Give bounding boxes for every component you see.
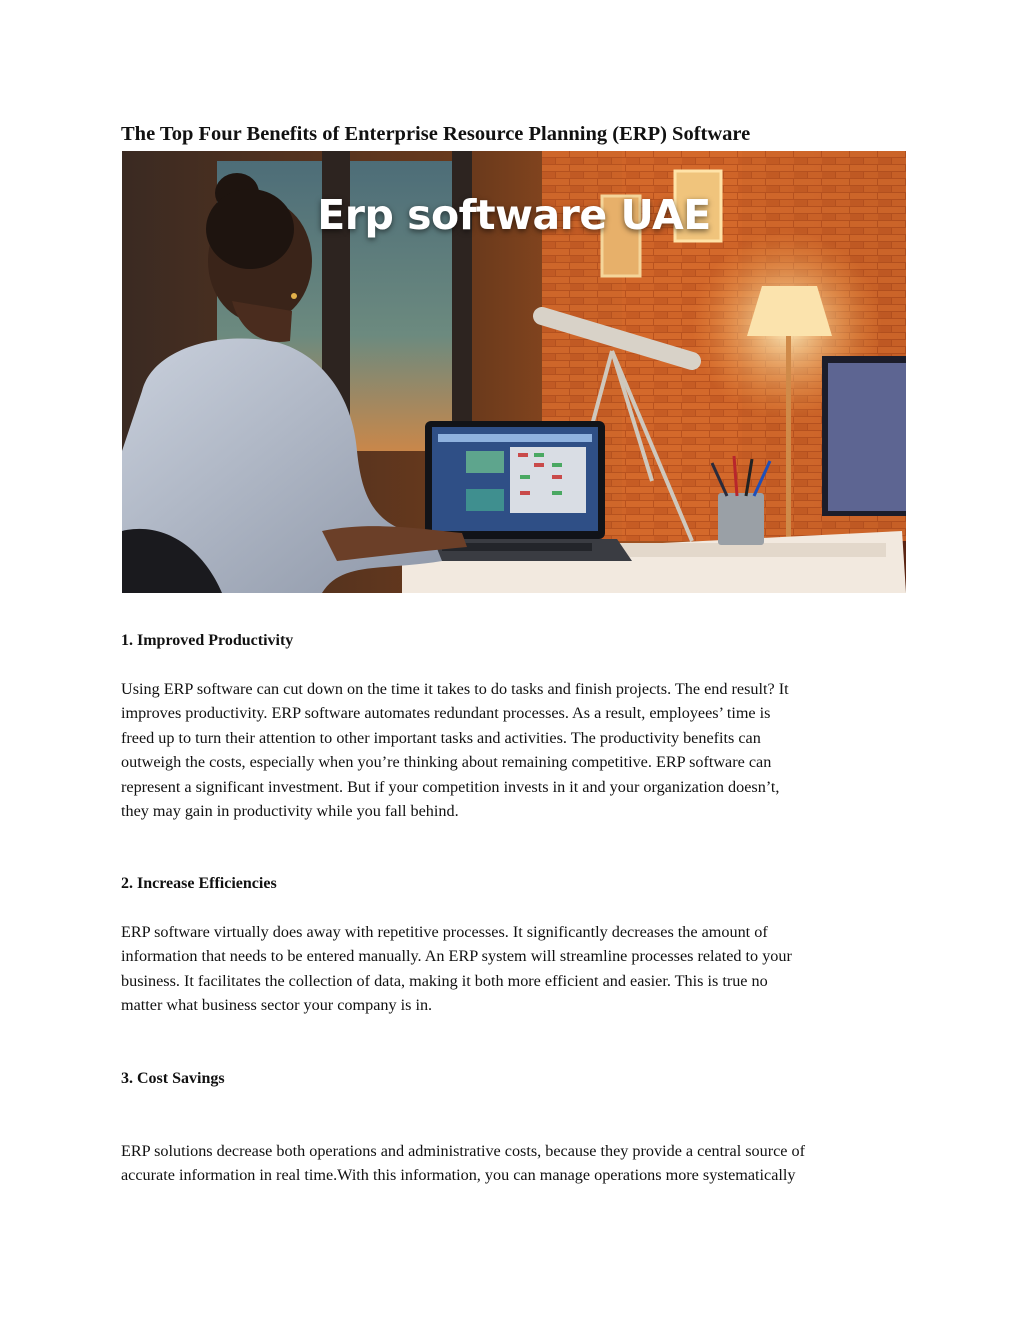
paragraph-line: information that needs to be entered manually. An ERP system will streamline processes related to your (121, 947, 792, 966)
section-heading: 3. Cost Savings (121, 1070, 225, 1087)
section-paragraph (121, 677, 911, 823)
page-title: The Top Four Benefits of Enterprise Resource Planning (ERP) Software (121, 123, 751, 145)
paragraph-line: freed up to turn their attention to other important tasks and activities. The productivity benefits can (121, 728, 761, 747)
section-heading: 1. Improved Productivity (121, 632, 294, 649)
paragraph-line: matter what business sector your company is in. (121, 996, 433, 1015)
paragraph-line: improves productivity. ERP software automates redundant processes. As a result, employees’ time is (121, 704, 771, 723)
section-paragraph (121, 1139, 911, 1188)
paragraph-line: ERP solutions decrease both operations and administrative costs, because they provide a central source of (121, 1142, 806, 1160)
hero-image (122, 151, 906, 593)
paragraph-line: accurate information in real time.With this information, you can manage operations more systematically (121, 1166, 796, 1185)
paragraph-line: ERP software virtually does away with repetitive processes. It significantly decreases the amount of (121, 923, 768, 941)
paragraph-line: outweigh the costs, especially when you’re thinking about remaining competitive. ERP software can (121, 753, 772, 772)
section-heading: 2. Increase Efficiencies (121, 875, 277, 892)
paragraph-line: they may gain in productivity while you fall behind. (121, 802, 459, 821)
paragraph-line: Using ERP software can cut down on the time it takes to do tasks and finish projects. The end result? It (121, 680, 789, 698)
paragraph-line: business. It facilitates the collection of data, making it both more efficient and easier. This is true no (121, 971, 768, 990)
hero-image-caption: Erp software UAE (317, 191, 711, 239)
paragraph-line: represent a significant investment. But if your competition invests in it and your organization doesn’t, (121, 777, 780, 796)
section-paragraph (121, 920, 911, 1018)
